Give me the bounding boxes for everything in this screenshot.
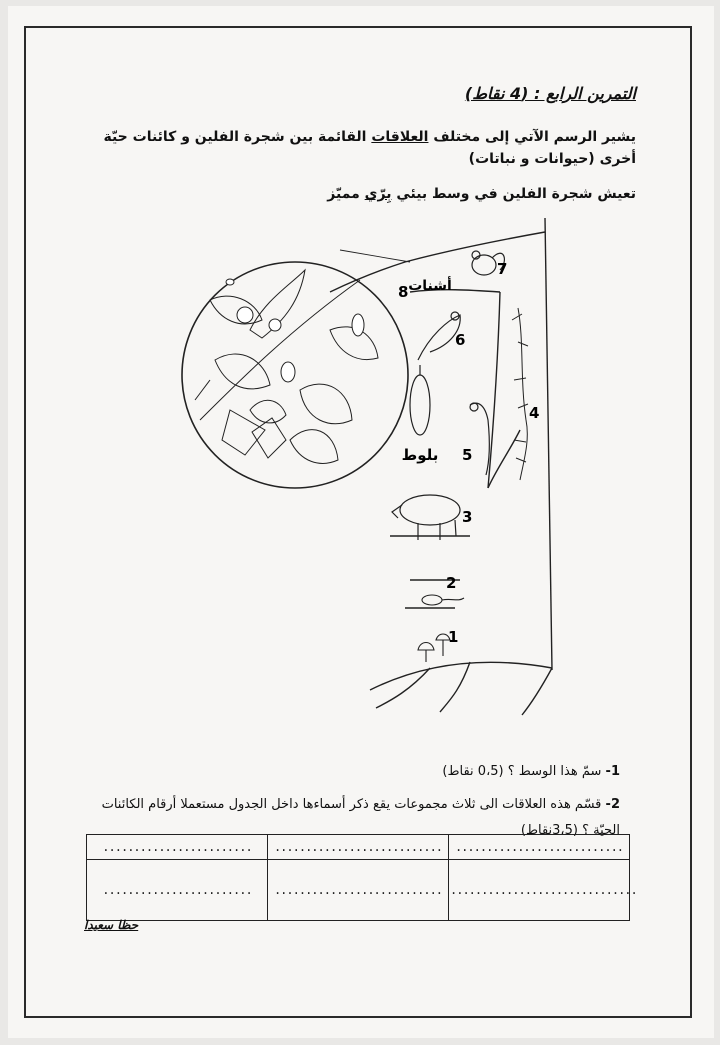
answer-cell[interactable]: ........................... — [268, 860, 449, 921]
figure-number-5: 5 — [462, 446, 473, 464]
question-1-text: سمّ هذا الوسط ؟ (0،5 نقاط) — [442, 764, 602, 779]
acorns-and-insects — [195, 279, 364, 400]
answer-cell[interactable]: ........................... — [449, 835, 630, 860]
figure-number-3: 3 — [462, 508, 473, 526]
table-row — [87, 835, 630, 860]
question-2-text: قسّم هذه العلاقات الى ثلاث مجموعات يقع ذكر أسماءها داخل الجدول مستعملا أرقام الكائنات الحيّة ؟ (3،5نقاط) — [101, 797, 620, 838]
bird-6-drawing — [418, 312, 460, 360]
figure-number-2: 2 — [446, 574, 457, 592]
woodpecker-drawing — [470, 403, 489, 475]
habitat-text-start: تعيش شجرة الفلين في وسط بيئي — [391, 186, 636, 202]
figure-number-1: 1 — [448, 628, 459, 646]
answer-table — [86, 834, 637, 921]
ground-line — [370, 662, 552, 690]
tree-trunk — [545, 218, 552, 670]
answer-cell[interactable]: ........................ — [87, 860, 268, 921]
answer-cell[interactable]: ........................... — [268, 835, 449, 860]
figure-number-7: 7 — [497, 260, 508, 278]
answer-cell[interactable]: .............................. — [449, 860, 630, 921]
root-1 — [522, 668, 552, 715]
intro-text-end: القائمة بين شجرة الفلين و كائنات حيّة أخرى (حيوانات و نباتات) — [103, 129, 636, 167]
habitat-text-end: مميّز — [327, 186, 365, 202]
root-2 — [440, 662, 470, 712]
table-row — [87, 860, 630, 921]
good-luck-signoff: حظا سعيدا — [84, 918, 139, 932]
answer-cell[interactable]: ........................ — [87, 835, 268, 860]
lower-branch — [488, 430, 520, 488]
habitat-keyword: بِرّي — [364, 186, 392, 202]
question-2-number: 2- — [605, 797, 620, 812]
figure-number-4: 4 — [529, 404, 540, 422]
figure-number-6: 6 — [455, 331, 466, 349]
lichens-label: أشنات — [408, 278, 452, 294]
question-1 — [442, 764, 620, 779]
boar-drawing — [392, 495, 460, 540]
root-3 — [376, 668, 430, 708]
intro-keyword-relations: العلاقات — [371, 129, 429, 145]
acorn-drawing — [410, 375, 430, 435]
zoom-line-top — [340, 250, 410, 262]
mushrooms-drawing — [418, 634, 450, 662]
intro-text-start: يشير الرسم الآتي إلى مختلف — [428, 129, 636, 145]
question-1-number: 1- — [605, 764, 620, 779]
figure-number-8: 8 — [398, 283, 409, 301]
tree-trunk-left — [488, 292, 500, 488]
mouse-drawing — [422, 595, 464, 605]
exercise-title: التمرين الرابع : (4 نقاط) — [464, 84, 636, 103]
acorn-label: بلوط — [401, 446, 439, 464]
ivy-drawing — [512, 308, 528, 480]
